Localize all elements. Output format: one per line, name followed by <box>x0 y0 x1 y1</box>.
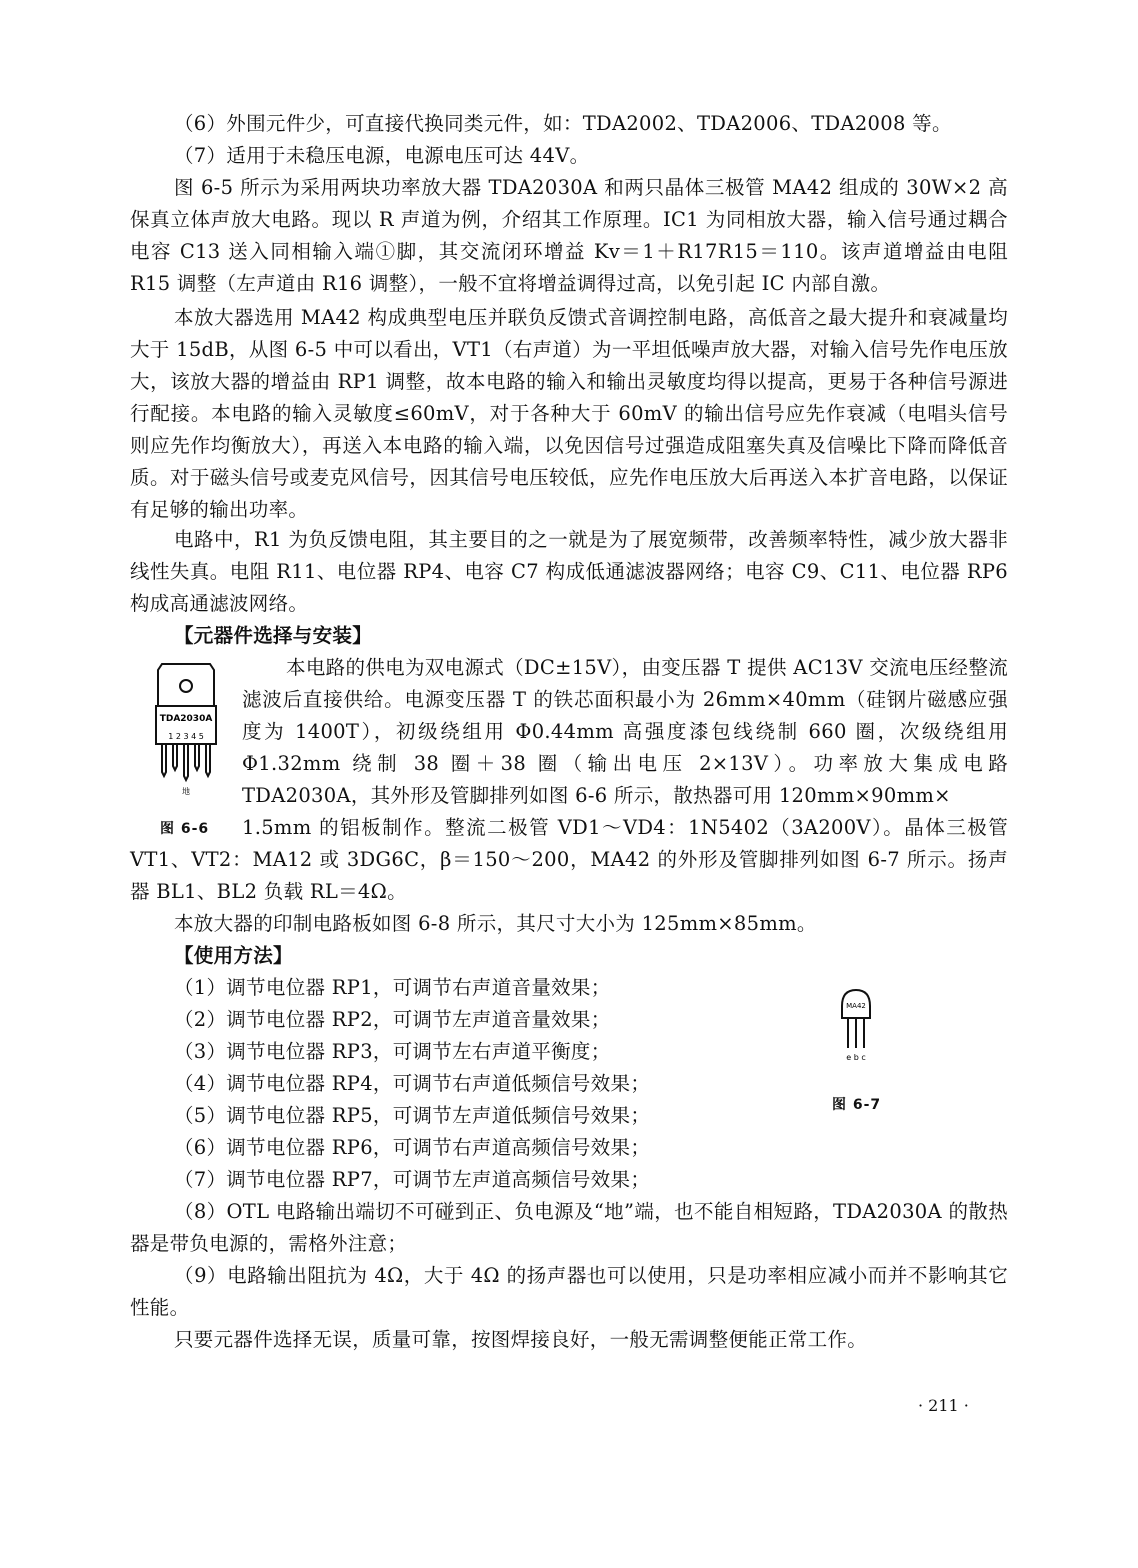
paragraph-components-cont-text: 1.5mm 的铝板制作。整流二极管 VD1～VD4：1N5402（3A200V）。晶体三极管 VT1、VT2：MA12 或 3DG6C，β＝150～200，MA42 的外形及管脚排列如图 6-7 所示。扬声器 BL1、BL2 负载 RL＝4Ω。 <box>130 816 1008 903</box>
paragraph-pcb: 本放大器的印制电路板如图 6-8 所示，其尺寸大小为 125mm×85mm。 <box>174 912 817 935</box>
ma42-transistor-figure <box>832 984 880 1064</box>
ground-label: 地 <box>182 787 190 796</box>
figure-6-7-caption: 图 6-7 <box>832 1097 882 1113</box>
paragraph-power-supply: 本电路的供电为双电源式（DC±15V），由变压器 T 提供 AC13V 交流电压经整流滤波后直接供给。电源变压器 T 的铁芯面积最小为 26mm×40mm（硅钢片磁感应强度为 1400T），初级绕组用 Φ0.44mm 高强度漆包线绕制 660 圈，次级绕组用 Φ1.32mm 绕制 38 圈＋38 圈（输出电压 2×13V）。功率放大集成电路 TDA2030A，其外形及管脚排列如图 6-6 所示，散热器可用 120mm×90mm× <box>242 656 1008 807</box>
usage-item-6: （6）调节电位器 RP6，可调节右声道高频信号效果； <box>174 1136 651 1159</box>
paragraph-components-cont <box>130 812 1008 908</box>
paragraph-tone-control: 本放大器选用 MA42 构成典型电压并联负反馈式音调控制电路，高低音之最大提升和衰减量均大于 15dB，从图 6-5 中可以看出，VT1（右声道）为一平坦低噪声放大器，对输入信号先作电压放大，该放大器的增益由 RP1 调整，故本电路的输入和输出灵敏度均得以提高，更易于各种信号源进行配接。本电路的输入灵敏度≤60mV，对于各种大于 60mV 的输出信号应先作衰减（电唱头信号则应先作均衡放大），再送入本电路的输入端，以免因信号过强造成阻塞失真及信噪比下降而降低音质。对于磁头信号或麦克风信号，因其信号电压较低，应先作电压放大后再送入本扩音电路，以保证有足够的输出功率。 <box>130 306 1008 521</box>
paragraph-conclusion: 只要元器件选择无误，质量可靠，按图焊接良好，一般无需调整便能正常工作。 <box>174 1328 868 1351</box>
usage-item-1: （1）调节电位器 RP1，可调节右声道音量效果； <box>174 976 611 999</box>
usage-item-5: （5）调节电位器 RP5，可调节左声道低频信号效果； <box>174 1104 651 1127</box>
heading-component-selection: 【元器件选择与安装】 <box>174 624 373 647</box>
heading-usage: 【使用方法】 <box>174 944 293 967</box>
page-number: · 211 · <box>918 1396 969 1415</box>
pins <box>162 744 210 780</box>
usage-item-9: （9）电路输出阻抗为 4Ω，大于 4Ω 的扬声器也可以使用，只是功率相应减小而并不影响其它性能。 <box>130 1264 1008 1319</box>
paragraph-item-7: （7）适用于未稳压电源，电源电压可达 44V。 <box>174 144 590 167</box>
paragraph-feedback: 电路中，R1 为负反馈电阻，其主要目的之一就是为了展宽频带，改善频率特性，减少放大器非线性失真。电阻 R11、电位器 RP4、电容 C7 构成低通滤波器网络；电容 C9、C11、电位器 RP6 构成高通滤波网络。 <box>130 528 1008 615</box>
chip-label: TDA2030A <box>159 714 213 724</box>
paragraph-item-6: （6）外围元件少，可直接代换同类元件，如：TDA2002、TDA2006、TDA2008 等。 <box>174 112 952 135</box>
figure-6-6-caption: 图 6-6 <box>160 821 210 837</box>
usage-item-4: （4）调节电位器 RP4，可调节右声道低频信号效果； <box>174 1072 651 1095</box>
usage-item-2: （2）调节电位器 RP2，可调节左声道音量效果； <box>174 1008 611 1031</box>
transistor-leads <box>848 1018 864 1048</box>
tda2030a-package-figure <box>140 654 232 802</box>
heatsink-tab <box>158 664 214 706</box>
paragraph-circuit-description: 图 6-5 所示为采用两块功率放大器 TDA2030A 和两只晶体三极管 MA42 组成的 30W×2 高保真立体声放大电路。现以 R 声道为例，介绍其工作原理。IC1 为同相放大器，输入信号通过耦合电容 C13 送入同相输入端①脚，其交流闭环增益 Kv＝1＋R17R15＝110。该声道增益由电阻 R15 调整（左声道由 R16 调整），一般不宜将增益调得过高，以免引起 IC 内部自激。 <box>130 176 1008 295</box>
pin-numbers: 1 2 3 4 5 <box>168 732 204 741</box>
usage-item-3: （3）调节电位器 RP3，可调节左右声道平衡度； <box>174 1040 611 1063</box>
transistor-label: MA42 <box>846 1002 866 1010</box>
lead-labels: e b c <box>846 1053 866 1062</box>
usage-item-7: （7）调节电位器 RP7，可调节左声道高频信号效果； <box>174 1168 651 1191</box>
usage-item-8: （8）OTL 电路输出端切不可碰到正、负电源及“地”端，也不能自相短路，TDA2030A 的散热器是带负电源的，需格外注意； <box>130 1200 1008 1255</box>
